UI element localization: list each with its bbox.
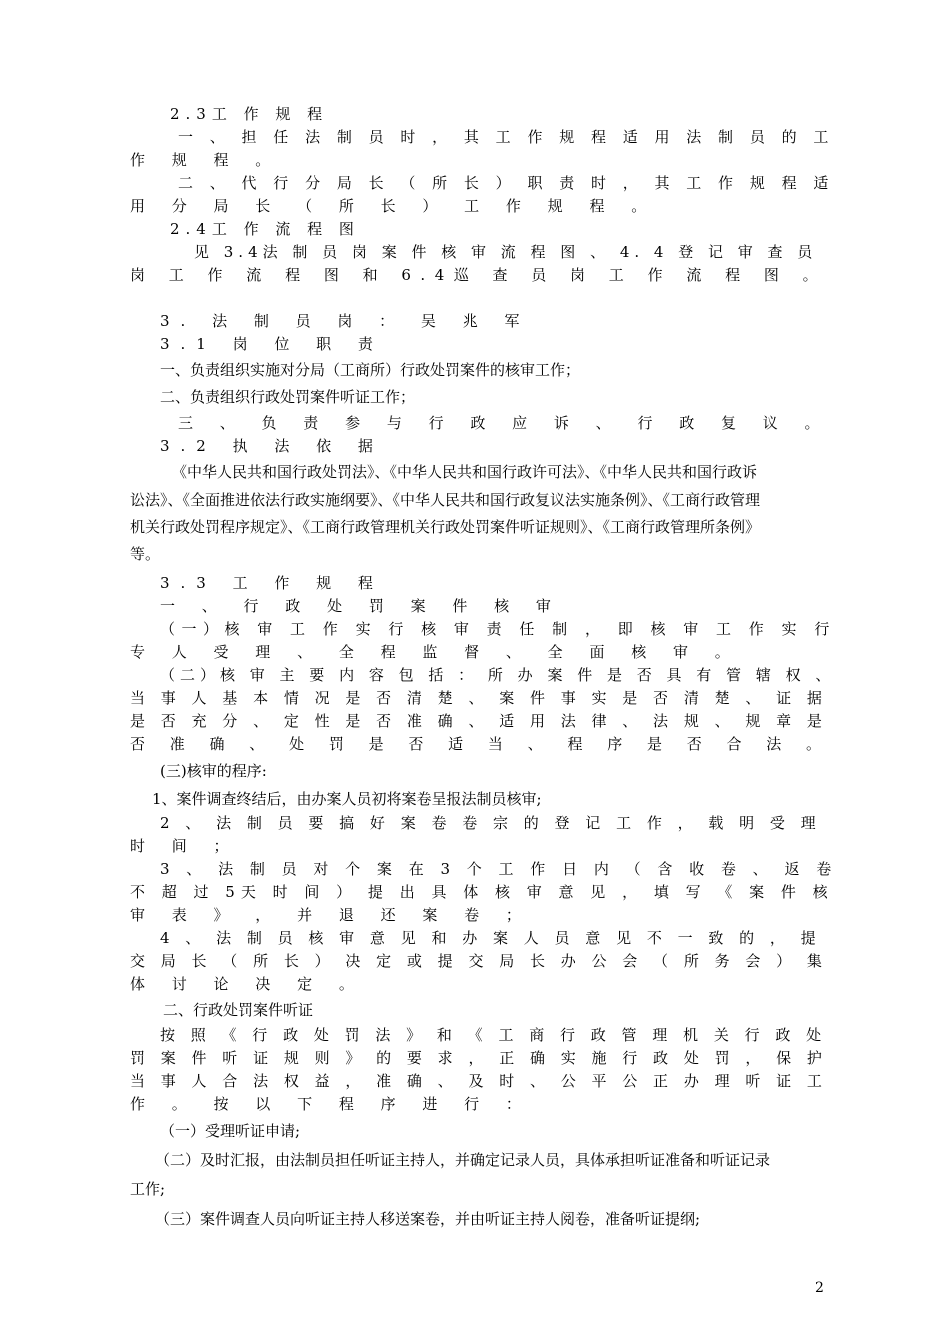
paragraph-line: （三）案件调查人员向听证主持人移送案卷，并由听证主持人阅卷，准备听证提纲;: [155, 1210, 701, 1228]
page-number: 2: [815, 1280, 824, 1296]
section-heading-3: 3. 法 制 员 岗 ： 吴 兆 军: [160, 312, 531, 330]
heading-2-3: 2.3工 作 规 程: [170, 105, 329, 123]
paragraph-line: 4 、 法 制 员 核 审 意 见 和 办 案 人 员 意 见 不 一 致 的 ， 提: [160, 929, 822, 947]
paragraph-line: 时 间 ；: [130, 837, 240, 855]
paragraph-line: 专 人 受 理 、 全 程 监 督 、 全 面 核 审 。: [130, 643, 741, 661]
paragraph-line: 体 讨 论 决 定 。: [130, 975, 365, 993]
paragraph-line: 作 规 程 。: [130, 151, 282, 169]
paragraph-line: 罚 案 件 听 证 规 则 》 的 要 求 ， 正 确 实 施 行 政 处 罚 ， 保 护: [130, 1049, 828, 1067]
paragraph-line: 三 、 负 责 参 与 行 政 应 诉 、 行 政 复 议 。: [178, 414, 831, 432]
paragraph-line: 二、负责组织行政处罚案件听证工作；: [160, 388, 416, 406]
paragraph-line: 按 照 《 行 政 处 罚 法 》 和 《 工 商 行 政 管 理 机 关 行 政 处: [160, 1026, 827, 1044]
paragraph-line: 是 否 充 分 、 定 性 是 否 准 确 、 适 用 法 律 、 法 规 、 规 章 是: [130, 712, 828, 730]
paragraph-line: 等。: [130, 545, 161, 563]
paragraph-line: 工作;: [130, 1180, 166, 1198]
heading-2-4: 2.4工 作 流 程 图: [170, 220, 360, 238]
paragraph-line: （二）及时汇报，由法制员担任听证主持人，并确定记录人员，具体承担听证准备和听证记录: [155, 1151, 771, 1169]
paragraph-line: 《中华人民共和国行政处罚法》、《中华人民共和国行政许可法》、《中华人民共和国行政诉: [172, 463, 758, 481]
paragraph-line: 不 超 过 5天 时 间 ） 提 出 具 体 核 审 意 见 ， 填 写 《 案 件 核: [130, 883, 834, 901]
paragraph-line: (三)核审的程序:: [160, 762, 267, 780]
paragraph-line: 二 、 代 行 分 局 长 （ 所 长 ） 职 责 时 ， 其 工 作 规 程 适: [178, 174, 835, 192]
paragraph-line: 用 分 局 长 （ 所 长 ） 工 作 规 程 。: [130, 197, 658, 215]
paragraph-line: 讼法》、《全面推进依法行政实施纲要》、《中华人民共和国行政复议法实施条例》、《工商行政管理: [130, 491, 761, 509]
paragraph-line: 当 事 人 合 法 权 益 ， 准 确 、 及 时 、 公 平 公 正 办 理 听 证 工: [130, 1072, 828, 1090]
paragraph-line: 见 3.4法 制 员 岗 案 件 核 审 流 程 图 、 4. 4 登 记 审 查 员: [194, 243, 818, 261]
paragraph-line: 机关行政处罚程序规定》、《工商行政管理机关行政处罚案件听证规则》、《工商行政管理所条例》: [130, 518, 761, 536]
heading-3-1: 3.1 岗 位 职 责: [160, 335, 384, 353]
paragraph-line: （一）受理听证申请;: [160, 1122, 301, 1140]
paragraph-line: 岗 工 作 流 程 图 和 6.4巡 查 员 岗 工 作 流 程 图 。: [130, 266, 828, 284]
paragraph-line: （二）核 审 主 要 内 容 包 括 ： 所 办 案 件 是 否 具 有 管 辖 权 、: [160, 666, 836, 684]
paragraph-line: 3 、 法 制 员 对 个 案 在 3 个 工 作 日 内 （ 含 收 卷 、 返 卷: [160, 860, 838, 878]
paragraph-line: 审 表 》 ， 并 退 还 案 卷 ；: [130, 906, 532, 924]
paragraph-line: 一 、 担 任 法 制 员 时 ， 其 工 作 规 程 适 用 法 制 员 的 工: [178, 128, 835, 146]
heading-3-2: 3.2 执 法 依 据: [160, 437, 384, 455]
paragraph-line: 2 、 法 制 员 要 搞 好 案 卷 卷 宗 的 登 记 工 作 ， 载 明 受 理: [160, 814, 822, 832]
paragraph-line: 否 准 确 、 处 罚 是 否 适 当 、 程 序 是 否 合 法 。: [130, 735, 832, 753]
paragraph-line: 交 局 长 （ 所 长 ） 决 定 或 提 交 局 长 办 公 会 （ 所 务 会 ） 集: [130, 952, 828, 970]
paragraph-line: 1、案件调查终结后，由办案人员初将案卷呈报法制员核审;: [152, 790, 542, 808]
heading-hearing: 二、行政处罚案件听证: [163, 1001, 314, 1019]
paragraph-line: （一）核 审 工 作 实 行 核 审 责 任 制 ， 即 核 审 工 作 实 行: [160, 620, 836, 638]
paragraph-line: 一、负责组织实施对分局（工商所）行政处罚案件的核审工作；: [160, 361, 581, 379]
paragraph-line: 作 。 按 以 下 程 序 进 行 ：: [130, 1095, 532, 1113]
paragraph-line: 当 事 人 基 本 情 况 是 否 清 楚 、 案 件 事 实 是 否 清 楚 、 证 据: [130, 689, 828, 707]
heading-3-3: 3.3 工 作 规 程: [160, 574, 384, 592]
paragraph-line: 一 、 行 政 处 罚 案 件 核 审: [160, 597, 562, 615]
